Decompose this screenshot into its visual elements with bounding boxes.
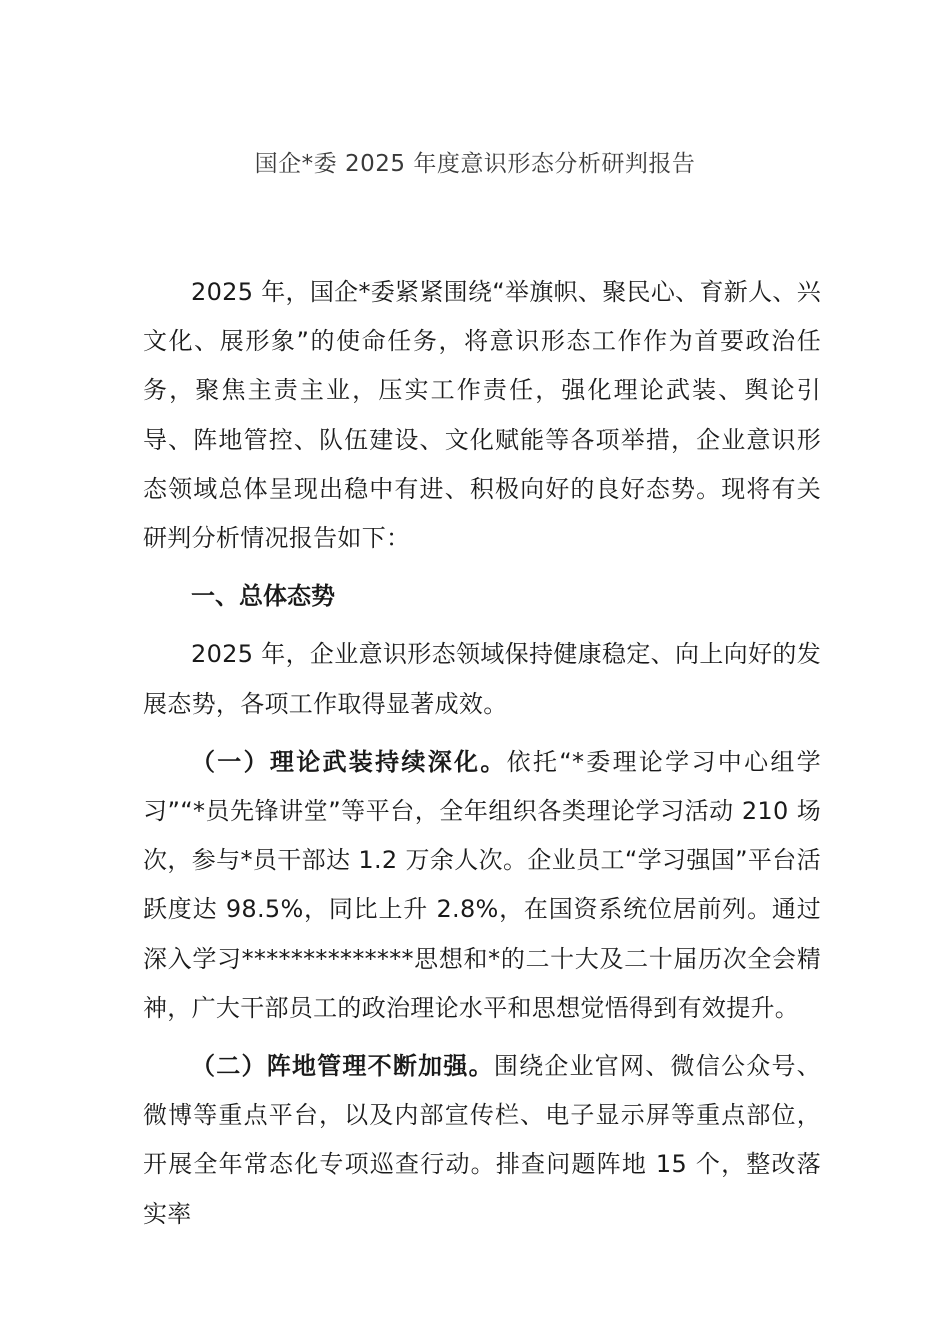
item-text-2: 围绕企业官网、微信公众号、微博等重点平台，以及内部宣传栏、电子显示屏等重点部位，开展全年常态化专项巡查行动。排查问题阵地 15 个，整改落实率	[143, 1052, 821, 1228]
item-paragraph-2	[143, 1042, 821, 1239]
section-summary-paragraph: 2025 年，企业意识形态领域保持健康稳定、向上向好的发展态势，各项工作取得显著成效。	[143, 640, 821, 718]
item-lead-1: （一）理论武装持续深化。	[191, 747, 507, 776]
intro-paragraph: 2025 年，国企*委紧紧围绕“举旗帜、聚民心、育新人、兴文化、展形象”的使命任务，将意识形态工作作为首要政治任务，聚焦主责主业，压实工作责任，强化理论武装、舆论引导、阵地管控、队伍建设、文化赋能等各项举措，企业意识形态领域总体呈现出稳中有进、积极向好的良好态势。现将有关研判分析情况报告如下：	[143, 278, 821, 553]
section-heading: 一、总体态势	[191, 582, 335, 611]
document-body	[143, 268, 821, 1239]
item-paragraph-1	[143, 738, 821, 1033]
item-text-1: 依托“*委理论学习中心组学习”“*员先锋讲堂”等平台，全年组织各类理论学习活动 210 场次，参与*员干部达 1.2 万余人次。企业员工“学习强国”平台活跃度达 98.5%，同比上升 2.8%，在国资系统位居前列。通过深入学习**************思想和*的二十大及二十届历次全会精神，广大干部员工的政治理论水平和思想觉悟得到有效提升。	[143, 747, 821, 1022]
document-title: 国企*委 2025 年度意识形态分析研判报告	[254, 151, 696, 177]
item-lead-2: （二）阵地管理不断加强。	[191, 1052, 494, 1081]
